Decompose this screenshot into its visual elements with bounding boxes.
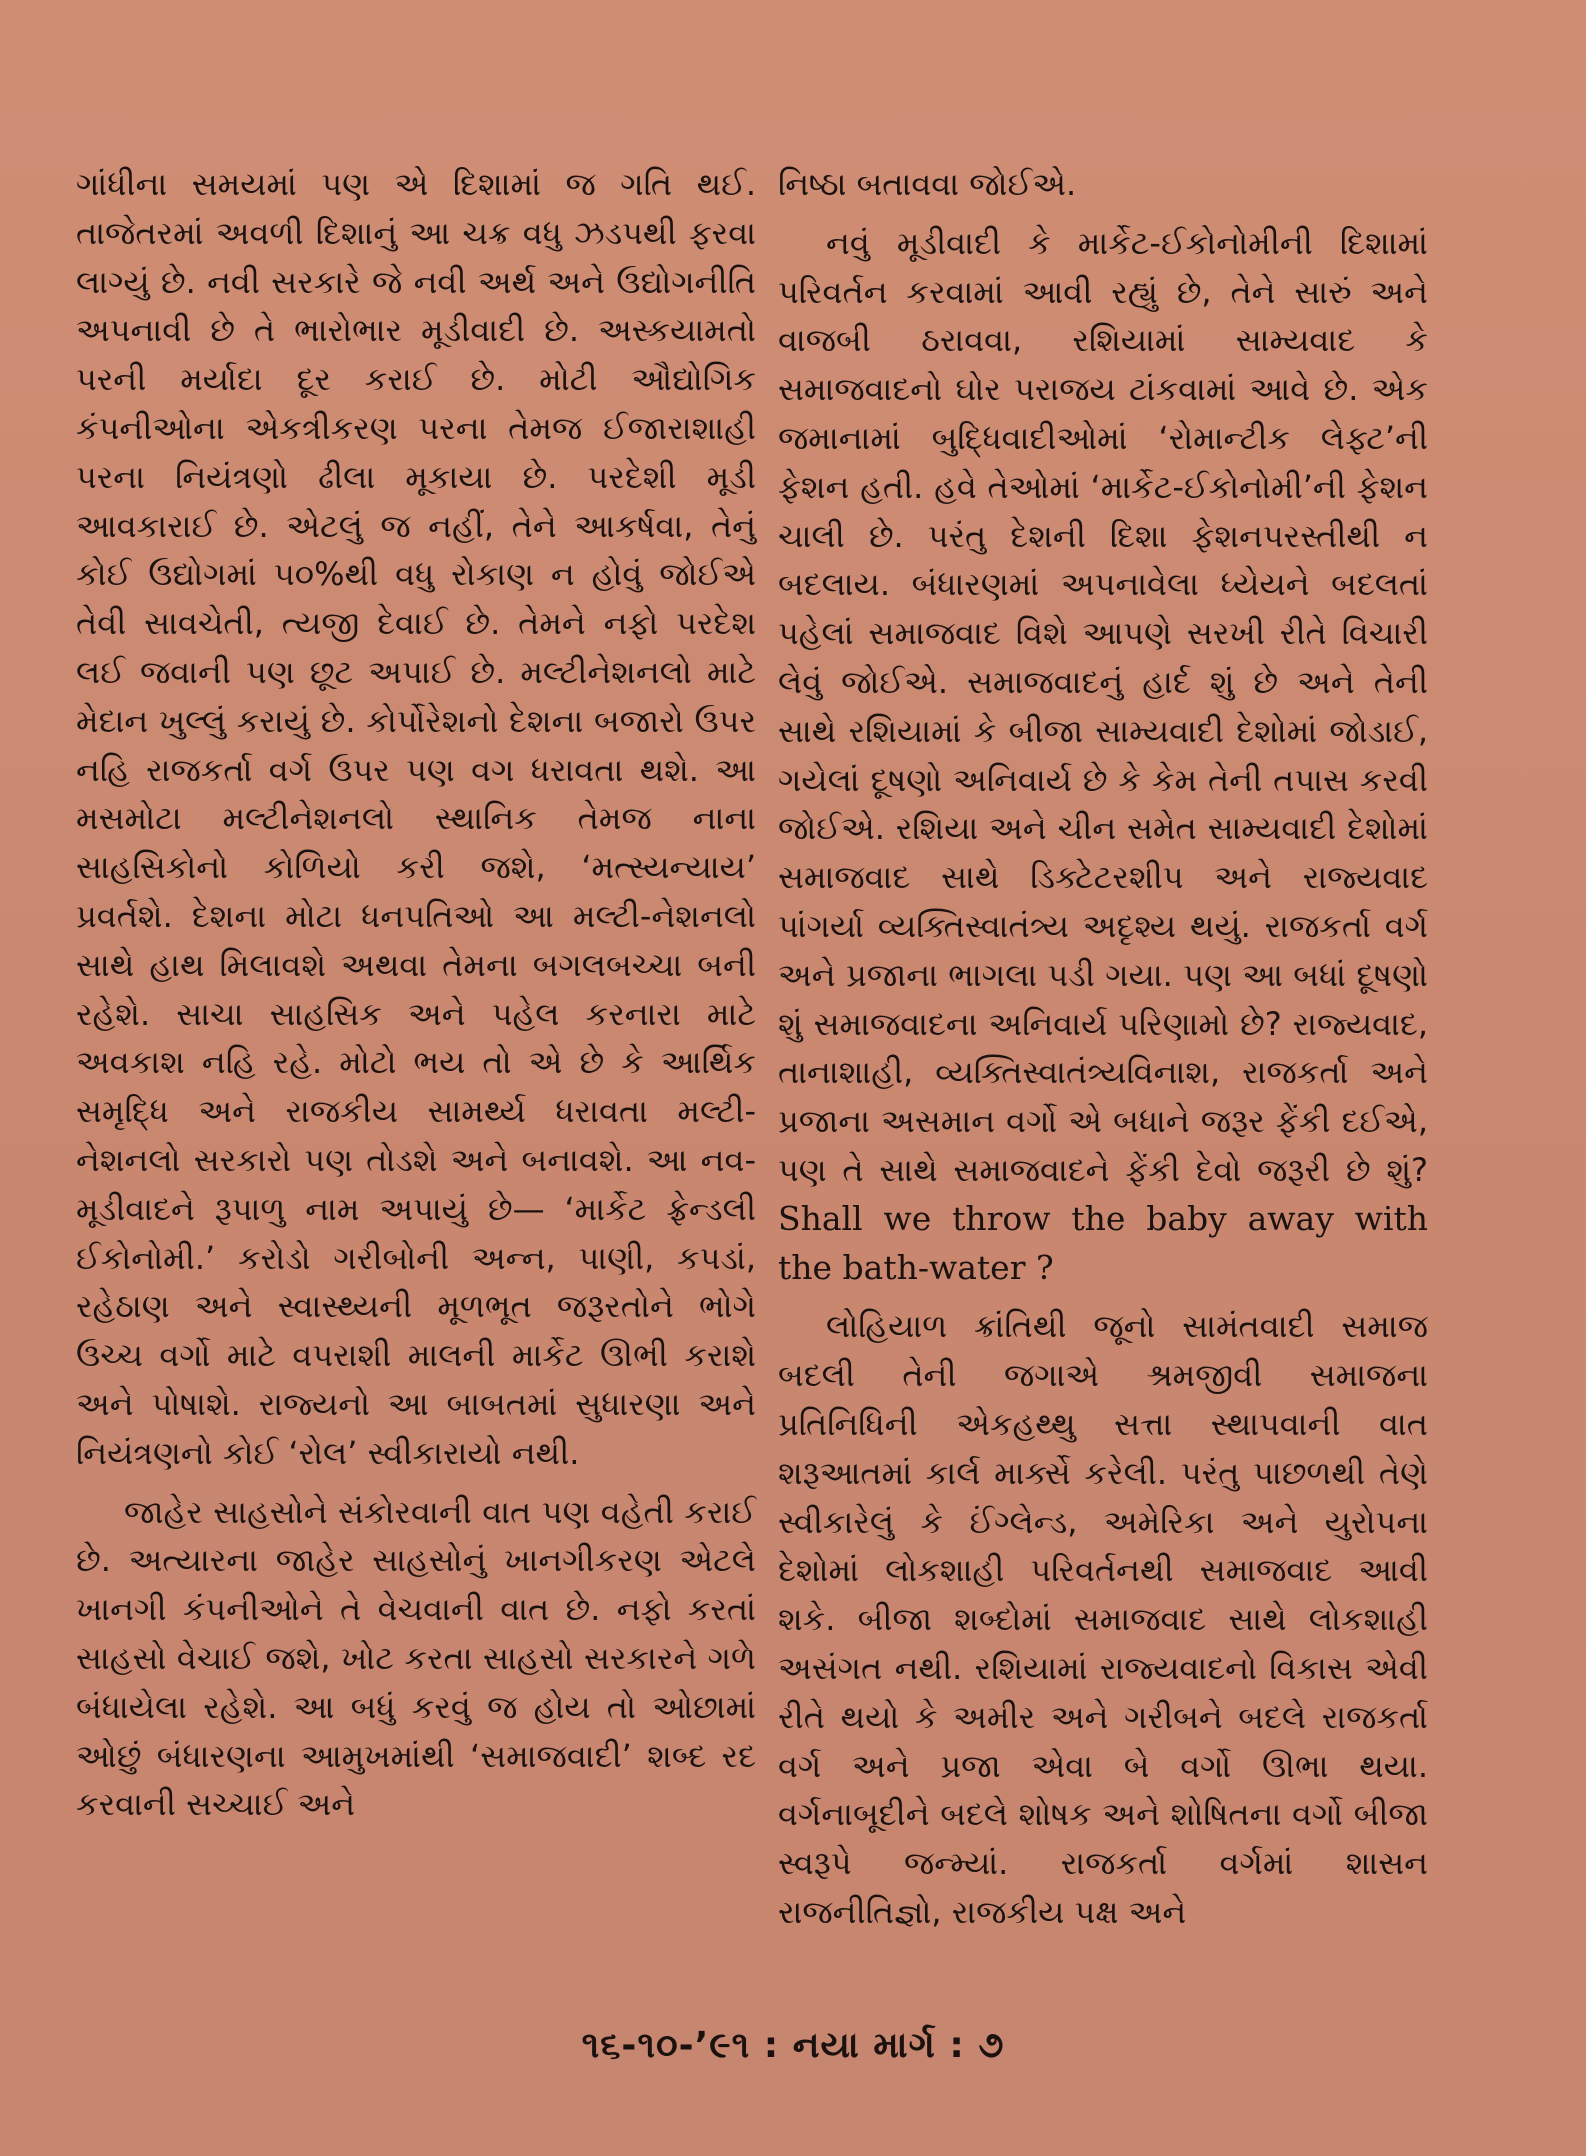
right-column [778, 160, 1428, 1937]
left-paragraph-1: ગાંધીના સમયમાં પણ એ દિશામાં જ ગતિ થઈ. તાજેતરમાં અવળી દિશાનું આ ચક્ર વધુ ઝડપથી ફરવા લાગ્યું છે. નવી સરકારે જે નવી અર્થ અને ઉદ્યોગનીતિ અપનાવી છે તે ભારોભાર મૂડીવાદી છે. અસ્કયામતો પરની મર્યાદા દૂર કરાઈ છે. મોટી ઔદ્યોગિક કંપનીઓના એકત્રીકરણ પરના તેમજ ઈજારાશાહી પરના નિયંત્રણો ઢીલા મૂકાયા છે. પરદેશી મૂડી આવકારાઈ છે. એટલું જ નહીં, તેને આકર્ષવા, તેનું કોઈ ઉદ્યોગમાં ૫૦%થી વધુ રોકાણ ન હોવું જોઈએ તેવી સાવચેતી, ત્યજી દેવાઈ છે. તેમને નફો પરદેશ લઈ જવાની પણ છૂટ અપાઈ છે. મલ્ટીનેશનલો માટે મેદાન ખુલ્લું કરાયું છે. કોર્પોરેશનો દેશના બજારો ઉપર નહિ રાજકર્તા વર્ગ ઉપર પણ વગ ધરાવતા થશે. આ મસમોટા મલ્ટીનેશનલો સ્થાનિક તેમજ નાના સાહસિકોનો કોળિયો કરી જશે, ‘મત્સ્યન્યાય’ પ્રવર્તશે. દેશના મોટા ધનપતિઓ આ મલ્ટી-નેશનલો સાથે હાથ મિલાવશે અથવા તેમના બગલબચ્ચા બની રહેશે. સાચા સાહસિક અને પહેલ કરનારા માટે અવકાશ નહિ રહે. મોટો ભય તો એ છે કે આર્થિક સમૃદ્ધિ અને રાજકીય સામર્થ્ય ધરાવતા મલ્ટી-નેશનલો સરકારો પણ તોડશે અને બનાવશે. આ નવ-મૂડીવાદને રૂપાળુ નામ અપાયું છે— ‘માર્કેટ ફ્રેન્ડલી ઈકોનોમી.’ કરોડો ગરીબોની અન્ન, પાણી, કપડાં, રહેઠાણ અને સ્વાસ્થ્યની મૂળભૂત જરૂરતોને ભોગે ઉચ્ચ વર્ગો માટે વપરાશી માલની માર્કેટ ઊભી કરાશે અને પોષાશે. રાજ્યનો આ બાબતમાં સુધારણા અને નિયંત્રણનો કોઈ ‘રોલ’ સ્વીકારાયો નથી. [76, 165, 756, 1472]
right-opening-line: નિષ્ઠા બતાવવા જોઈએ. [778, 165, 1077, 203]
left-column [76, 160, 756, 1829]
right-paragraph-3: લોહિયાળ ક્રાંતિથી જૂનો સામંતવાદી સમાજ બદલી તેની જગાએ શ્રમજીવી સમાજના પ્રતિનિધિની એકહથ્થુ સત્તા સ્થાપવાની વાત શરૂઆતમાં કાર્લ માર્ક્સે કરેલી. પરંતુ પાછળથી તેણે સ્વીકારેલું કે ઈંગ્લેન્ડ, અમેરિકા અને યુરોપના દેશોમાં લોકશાહી પરિવર્તનથી સમાજવાદ આવી શકે. બીજા શબ્દોમાં સમાજવાદ સાથે લોકશાહી અસંગત નથી. રશિયામાં રાજ્યવાદનો વિકાસ એવી રીતે થયો કે અમીર અને ગરીબને બદલે રાજકર્તા વર્ગ અને પ્રજા એવા બે વર્ગો ઊભા થયા. વર્ગનાબૂદીને બદલે શોષક અને શોષિતના વર્ગો બીજા સ્વરૂપે જન્મ્યાં. રાજકર્તા વર્ગમાં શાસન રાજનીતિજ્ઞો, રાજકીય પક્ષ અને [778, 1307, 1428, 1931]
right-paragraph-2-gujarati: નવું મૂડીવાદી કે માર્કેટ-ઈકોનોમીની દિશામાં પરિવર્તન કરવામાં આવી રહ્યું છે, તેને સારું અને વાજબી ઠરાવવા, રશિયામાં સામ્યવાદ કે સમાજવાદનો ઘોર પરાજય ટાંકવામાં આવે છે. એક જમાનામાં બુદ્ધિવાદીઓમાં ‘રોમાન્ટીક લેફ્ટ’ની ફેશન હતી. હવે તેઓમાં ‘માર્કેટ-ઈકોનોમી’ની ફેશન ચાલી છે. પરંતુ દેશની દિશા ફેશનપરસ્તીથી ન બદલાય. બંધારણમાં અપનાવેલા ધ્યેયને બદલતાં પહેલાં સમાજવાદ વિશે આપણે સરખી રીતે વિચારી લેવું જોઈએ. સમાજવાદનું હાર્દ શું છે અને તેની સાથે રશિયામાં કે બીજા સામ્યવાદી દેશોમાં જોડાઈ, ગયેલાં દૂષણો અનિવાર્ય છે કે કેમ તેની તપાસ કરવી જોઈએ. રશિયા અને ચીન સમેત સામ્યવાદી દેશોમાં સમાજવાદ સાથે ડિક્ટેટરશીપ અને રાજ્યવાદ પાંગર્યા વ્યક્તિસ્વાતંત્ર્ય અદૃશ્ય થયું. રાજકર્તા વર્ગ અને પ્રજાના ભાગલા પડી ગયા. પણ આ બધાં દૂષણો શું સમાજવાદના અનિવાર્ય પરિણામો છે? રાજ્યવાદ, તાનાશાહી, વ્યક્તિસ્વાતંત્ર્યવિનાશ, રાજકર્તા અને પ્રજાના અસમાન વર્ગો એ બધાને જરૂર ફેંકી દઈએ, પણ તે સાથે સમાજવાદને ફેંકી દેવો જરૂરી છે શું? [778, 223, 1428, 1189]
english-quote: Shall we throw the baby away with the bath-water ? [778, 1198, 1428, 1287]
right-paragraph-2 [778, 219, 1428, 1293]
left-paragraph-2: જાહેર સાહસોને સંકોરવાની વાત પણ વહેતી કરાઈ છે. અત્યારના જાહેર સાહસોનું ખાનગીકરણ એટલે ખાનગી કંપનીઓને તે વેચવાની વાત છે. નફો કરતાં સાહસો વેચાઈ જશે, ખોટ કરતા સાહસો સરકારને ગળે બંધાયેલા રહેશે. આ બધું કરવું જ હોય તો ઓછામાં ઓછું બંધારણના આમુખમાંથી ‘સમાજવાદી’ શબ્દ રદ કરવાની સચ્ચાઈ અને [76, 1492, 756, 1824]
page-footer: ૧૬-૧૦-’૯૧ : નયા માર્ગ : ૭ [581, 2025, 1005, 2066]
